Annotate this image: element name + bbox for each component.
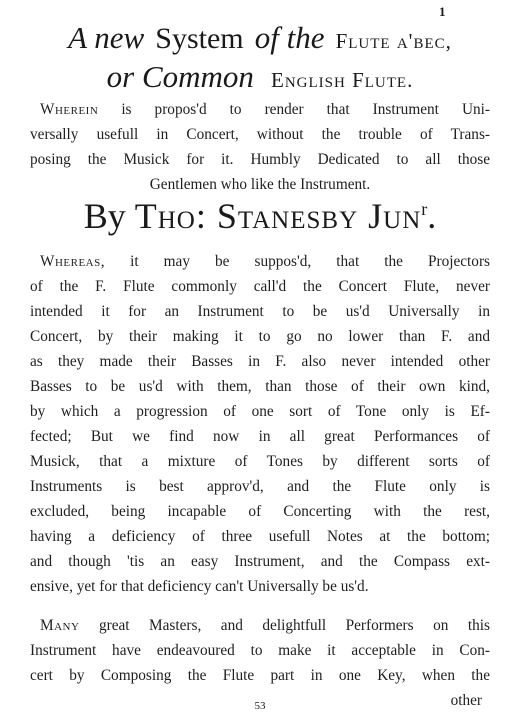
- title-part: System: [155, 22, 244, 55]
- text-line: Many great Masters, and delightfull Performers on this: [40, 617, 490, 634]
- text-line: by which a progression of one sort of Tone only is Ef-: [30, 403, 490, 420]
- text-line: cert by Composing the Flute part in one Key, when the: [30, 667, 490, 684]
- title-part: A new: [68, 20, 145, 55]
- page-number: 1: [439, 4, 446, 19]
- author-line: [0, 198, 520, 234]
- text-line: of the F. Flute commonly call'd the Concert Flute, never: [30, 278, 490, 295]
- title-line-2: [0, 61, 520, 92]
- text-line: posing the Musick for it. Humbly Dedicated to all those: [30, 151, 490, 168]
- text-line: excluded, being incapable of Concerting with the rest,: [30, 503, 490, 520]
- text-line: having a deficiency of three usefull Notes at the bottom;: [30, 528, 490, 545]
- text-line: versally usefull in Concert, without the trouble of Trans-: [30, 126, 490, 143]
- title-part: English Flute.: [271, 68, 414, 92]
- text-line: Instruments is best approv'd, and the Flute only is: [30, 478, 490, 495]
- author-by: By: [83, 196, 126, 236]
- title-part: Flute a'bec,: [335, 29, 452, 53]
- text-line: and though 'tis an easy Instrument, and the Compass ext-: [30, 553, 490, 570]
- text-line: Wherein is propos'd to render that Instrument Uni-: [40, 101, 490, 118]
- title-part: of the: [254, 20, 325, 55]
- paragraph-many: [30, 613, 490, 713]
- footer-page-number: 53: [254, 700, 266, 712]
- text-line: intended it for an Instrument to be us'd Universally in: [30, 303, 490, 320]
- text-line: ensive, yet for that deficiency can't Universally be us'd.: [30, 578, 369, 595]
- author-end: .: [427, 196, 437, 236]
- catchword: other: [450, 692, 482, 709]
- text-line: Concert, by their making it to go no lower than F. and: [30, 328, 490, 345]
- text-line: Whereas, it may be suppos'd, that the Projectors: [40, 253, 490, 270]
- paragraph-whereas: [30, 249, 490, 599]
- text-line: fected; But we find now in all great Performances of: [30, 428, 490, 445]
- author-suffix: r: [421, 199, 428, 219]
- text-line: Basses to be us'd with them, than those of their own kind,: [30, 378, 490, 395]
- title-line-1: [0, 22, 520, 54]
- text-line: Gentlemen who like the Instrument.: [149, 176, 371, 193]
- intro-paragraph: [30, 97, 490, 197]
- author-name: Tho: Stanesby Jun: [134, 196, 422, 236]
- text-line: Musick, that a mixture of Tones by different sorts of: [30, 453, 490, 470]
- text-line: Instrument have endeavoured to make it acceptable in Con-: [30, 642, 490, 659]
- text-line: as they made their Basses in F. also never intended other: [30, 353, 490, 370]
- title-part: or Common: [106, 59, 254, 94]
